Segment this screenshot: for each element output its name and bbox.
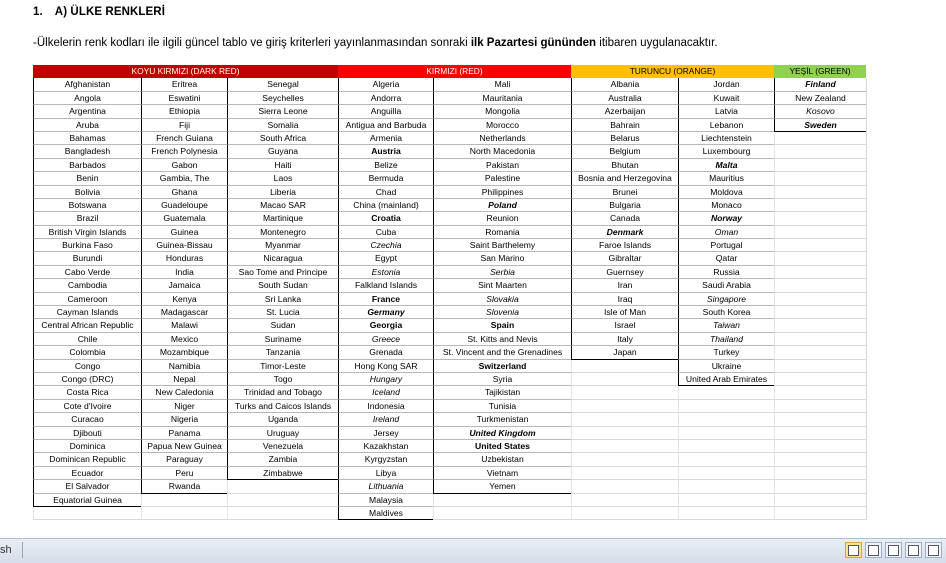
country-cell: Libya — [338, 467, 433, 480]
status-bar — [0, 538, 946, 563]
web-layout-view-icon[interactable] — [885, 542, 902, 558]
country-cell: Ecuador — [33, 467, 141, 480]
country-cell: Fiji — [141, 119, 227, 132]
country-color-table — [33, 65, 867, 520]
country-cell: Rwanda — [141, 480, 227, 493]
country-cell: Taiwan — [678, 319, 774, 332]
country-cell: Ukraine — [678, 360, 774, 373]
country-cell: Kyrgyzstan — [338, 453, 433, 466]
country-cell: Mexico — [141, 333, 227, 346]
country-cell: Cabo Verde — [33, 266, 141, 279]
country-cell: Turkmenistan — [433, 413, 571, 426]
country-cell: Suriname — [227, 333, 338, 346]
country-cell: Vietnam — [433, 467, 571, 480]
empty-cell — [571, 453, 678, 466]
empty-cell — [774, 226, 866, 239]
country-cell: Uganda — [227, 413, 338, 426]
country-cell: Egypt — [338, 252, 433, 265]
country-cell: Ghana — [141, 186, 227, 199]
empty-cell — [678, 467, 774, 480]
country-cell: Qatar — [678, 252, 774, 265]
color-group-0 — [33, 65, 338, 520]
section-heading — [33, 6, 165, 18]
country-cell: Japan — [571, 346, 678, 359]
country-cell: China (mainland) — [338, 199, 433, 212]
empty-cell — [678, 494, 774, 507]
country-cell: Cameroon — [33, 293, 141, 306]
country-cell: Jordan — [678, 78, 774, 91]
empty-cell — [774, 346, 866, 359]
country-cell: St. Lucia — [227, 306, 338, 319]
country-cell: Saint Barthelemy — [433, 239, 571, 252]
color-group-2 — [571, 65, 774, 520]
country-cell: Kuwait — [678, 92, 774, 105]
country-cell: Paraguay — [141, 453, 227, 466]
country-cell: Georgia — [338, 319, 433, 332]
empty-cell — [227, 494, 338, 507]
empty-cell — [774, 319, 866, 332]
empty-cell — [141, 507, 227, 520]
country-cell: Belgium — [571, 145, 678, 158]
country-cell: Congo — [33, 360, 141, 373]
country-cell: Slovenia — [433, 306, 571, 319]
country-cell: Panama — [141, 427, 227, 440]
country-cell: Estonia — [338, 266, 433, 279]
country-cell: United Arab Emirates — [678, 373, 774, 386]
country-cell: Costa Rica — [33, 386, 141, 399]
country-cell: El Salvador — [33, 480, 141, 493]
country-cell: Finland — [774, 78, 866, 91]
country-cell: Portugal — [678, 239, 774, 252]
country-cell: Algeria — [338, 78, 433, 91]
country-column — [774, 78, 867, 520]
empty-cell — [227, 480, 338, 493]
country-cell: Benin — [33, 172, 141, 185]
country-cell: Chad — [338, 186, 433, 199]
country-cell: Montenegro — [227, 226, 338, 239]
country-cell: Faroe Islands — [571, 239, 678, 252]
empty-cell — [774, 467, 866, 480]
country-column — [33, 78, 141, 520]
country-cell: Cayman Islands — [33, 306, 141, 319]
country-cell: Mauritius — [678, 172, 774, 185]
country-cell: Syria — [433, 373, 571, 386]
empty-cell — [774, 507, 866, 520]
country-cell: Peru — [141, 467, 227, 480]
country-cell: United States — [433, 440, 571, 453]
country-cell: Isle of Man — [571, 306, 678, 319]
empty-cell — [774, 252, 866, 265]
country-cell: Germany — [338, 306, 433, 319]
country-cell: Myanmar — [227, 239, 338, 252]
empty-cell — [774, 159, 866, 172]
empty-cell — [774, 373, 866, 386]
empty-cell — [678, 480, 774, 493]
empty-cell — [774, 427, 866, 440]
empty-cell — [571, 360, 678, 373]
country-cell: French Polynesia — [141, 145, 227, 158]
country-cell: Indonesia — [338, 400, 433, 413]
country-cell: Bahamas — [33, 132, 141, 145]
country-cell: France — [338, 293, 433, 306]
country-cell: Israel — [571, 319, 678, 332]
country-cell: Mongolia — [433, 105, 571, 118]
country-cell: Thailand — [678, 333, 774, 346]
empty-cell — [571, 373, 678, 386]
outline-view-icon[interactable] — [905, 542, 922, 558]
country-cell: Poland — [433, 199, 571, 212]
country-cell: Niger — [141, 400, 227, 413]
country-cell: San Marino — [433, 252, 571, 265]
country-cell: Sudan — [227, 319, 338, 332]
country-cell: Bosnia and Herzegovina — [571, 172, 678, 185]
intro-text-before: -Ülkelerin renk kodları ile ilgili güncel tablo ve giriş kriterleri yayınlanmasından sonraki — [33, 37, 471, 49]
draft-view-icon[interactable] — [925, 542, 942, 558]
empty-cell — [774, 453, 866, 466]
country-cell: New Caledonia — [141, 386, 227, 399]
country-cell: Mauritania — [433, 92, 571, 105]
empty-cell — [774, 386, 866, 399]
country-cell: Brunei — [571, 186, 678, 199]
country-cell: Albania — [571, 78, 678, 91]
country-cell: French Guiana — [141, 132, 227, 145]
country-cell: St. Vincent and the Grenadines — [433, 346, 571, 359]
country-cell: Liechtenstein — [678, 132, 774, 145]
country-cell: Hong Kong SAR — [338, 360, 433, 373]
empty-cell — [571, 427, 678, 440]
empty-cell — [774, 413, 866, 426]
country-cell: Bhutan — [571, 159, 678, 172]
country-cell: Croatia — [338, 212, 433, 225]
country-cell: Denmark — [571, 226, 678, 239]
country-cell: Ethiopia — [141, 105, 227, 118]
country-cell: Eritrea — [141, 78, 227, 91]
empty-cell — [571, 467, 678, 480]
country-cell: Guinea — [141, 226, 227, 239]
country-cell: Tunisia — [433, 400, 571, 413]
country-cell: Yemen — [433, 480, 571, 493]
country-cell: Canada — [571, 212, 678, 225]
country-cell: Netherlands — [433, 132, 571, 145]
country-cell: Botswana — [33, 199, 141, 212]
group-header: KOYU KIRMIZI (DARK RED) — [33, 65, 338, 78]
country-cell: Kosovo — [774, 105, 866, 118]
country-cell: Liberia — [227, 186, 338, 199]
country-cell: Madagascar — [141, 306, 227, 319]
country-cell: Iran — [571, 279, 678, 292]
country-cell: Burundi — [33, 252, 141, 265]
country-cell: Sri Lanka — [227, 293, 338, 306]
country-cell: Namibia — [141, 360, 227, 373]
country-cell: South Africa — [227, 132, 338, 145]
country-cell: Cote d'Ivoire — [33, 400, 141, 413]
country-cell: Barbados — [33, 159, 141, 172]
empty-cell — [433, 494, 571, 507]
country-cell: Morocco — [433, 119, 571, 132]
empty-cell — [227, 507, 338, 520]
group-header: KIRMIZI (RED) — [338, 65, 571, 78]
country-cell: Kazakhstan — [338, 440, 433, 453]
empty-cell — [774, 333, 866, 346]
empty-cell — [141, 494, 227, 507]
empty-cell — [433, 507, 571, 520]
country-cell: Saudi Arabia — [678, 279, 774, 292]
country-cell: Greece — [338, 333, 433, 346]
country-cell: Turkey — [678, 346, 774, 359]
country-cell: Uzbekistan — [433, 453, 571, 466]
empty-cell — [33, 507, 141, 520]
color-group-1 — [338, 65, 571, 520]
country-cell: Singapore — [678, 293, 774, 306]
country-cell: Australia — [571, 92, 678, 105]
heading-title: A) ÜLKE RENKLERİ — [54, 6, 166, 18]
country-cell: Bulgaria — [571, 199, 678, 212]
country-cell: North Macedonia — [433, 145, 571, 158]
empty-cell — [774, 132, 866, 145]
empty-cell — [774, 494, 866, 507]
country-cell: Nigeria — [141, 413, 227, 426]
country-cell: Pakistan — [433, 159, 571, 172]
country-cell: Lebanon — [678, 119, 774, 132]
country-cell: Armenia — [338, 132, 433, 145]
country-cell: Russia — [678, 266, 774, 279]
country-cell: New Zealand — [774, 92, 866, 105]
country-cell: Martinique — [227, 212, 338, 225]
country-cell: Papua New Guinea — [141, 440, 227, 453]
intro-text-after: itibaren uygulanacaktır. — [596, 37, 718, 49]
country-cell: Azerbaijan — [571, 105, 678, 118]
empty-cell — [571, 400, 678, 413]
country-cell: Grenada — [338, 346, 433, 359]
empty-cell — [571, 440, 678, 453]
country-cell: Hungary — [338, 373, 433, 386]
country-cell: Lithuania — [338, 480, 433, 493]
country-cell: Reunion — [433, 212, 571, 225]
language-indicator[interactable]: sh — [0, 544, 12, 556]
heading-number: 1. — [33, 6, 43, 18]
country-cell: Bermuda — [338, 172, 433, 185]
country-cell: Belarus — [571, 132, 678, 145]
country-cell: Djibouti — [33, 427, 141, 440]
country-cell: Sao Tome and Principe — [227, 266, 338, 279]
country-cell: Zambia — [227, 453, 338, 466]
country-cell: Austria — [338, 145, 433, 158]
country-cell: Burkina Faso — [33, 239, 141, 252]
country-cell: Dominican Republic — [33, 453, 141, 466]
country-cell: Afghanistan — [33, 78, 141, 91]
country-cell: Ireland — [338, 413, 433, 426]
empty-cell — [774, 293, 866, 306]
empty-cell — [774, 266, 866, 279]
country-cell: Central African Republic — [33, 319, 141, 332]
country-cell: Antigua and Barbuda — [338, 119, 433, 132]
empty-cell — [774, 212, 866, 225]
country-cell: Uruguay — [227, 427, 338, 440]
empty-cell — [678, 386, 774, 399]
country-column — [433, 78, 571, 520]
country-cell: Serbia — [433, 266, 571, 279]
empty-cell — [678, 427, 774, 440]
country-cell: Honduras — [141, 252, 227, 265]
country-cell: Falkland Islands — [338, 279, 433, 292]
empty-cell — [678, 440, 774, 453]
country-cell: Gibraltar — [571, 252, 678, 265]
country-cell: Guinea-Bissau — [141, 239, 227, 252]
country-cell: Curacao — [33, 413, 141, 426]
country-cell: Malawi — [141, 319, 227, 332]
country-cell: India — [141, 266, 227, 279]
country-cell: Colombia — [33, 346, 141, 359]
print-layout-view-icon[interactable] — [845, 542, 862, 558]
country-cell: Mozambique — [141, 346, 227, 359]
full-screen-reading-view-icon[interactable] — [865, 542, 882, 558]
country-cell: Jersey — [338, 427, 433, 440]
country-cell: Venezuela — [227, 440, 338, 453]
country-cell: Nicaragua — [227, 252, 338, 265]
group-header: TURUNCU (ORANGE) — [571, 65, 774, 78]
country-cell: Monaco — [678, 199, 774, 212]
country-cell: Gabon — [141, 159, 227, 172]
country-cell: Bolivia — [33, 186, 141, 199]
country-cell: Sint Maarten — [433, 279, 571, 292]
country-cell: Senegal — [227, 78, 338, 91]
country-cell: Turks and Caicos Islands — [227, 400, 338, 413]
country-cell: Eswatini — [141, 92, 227, 105]
country-cell: Switzerland — [433, 360, 571, 373]
country-cell: Romania — [433, 226, 571, 239]
country-cell: Seychelles — [227, 92, 338, 105]
country-cell: Guernsey — [571, 266, 678, 279]
country-cell: Malta — [678, 159, 774, 172]
empty-cell — [571, 413, 678, 426]
empty-cell — [774, 172, 866, 185]
country-cell: Angola — [33, 92, 141, 105]
empty-cell — [774, 440, 866, 453]
country-cell: Guyana — [227, 145, 338, 158]
country-cell: Tajikistan — [433, 386, 571, 399]
country-cell: Trinidad and Tobago — [227, 386, 338, 399]
country-cell: Dominica — [33, 440, 141, 453]
country-column — [678, 78, 774, 520]
country-cell: Equatorial Guinea — [33, 494, 141, 507]
empty-cell — [571, 494, 678, 507]
country-cell: Iceland — [338, 386, 433, 399]
country-cell: Aruba — [33, 119, 141, 132]
country-column — [227, 78, 338, 520]
country-cell: Cuba — [338, 226, 433, 239]
country-cell: Czechia — [338, 239, 433, 252]
country-cell: Kenya — [141, 293, 227, 306]
country-cell: Macao SAR — [227, 199, 338, 212]
status-divider — [22, 542, 23, 558]
country-cell: Belize — [338, 159, 433, 172]
country-cell: Sweden — [774, 119, 866, 132]
country-cell: Zimbabwe — [227, 467, 338, 480]
empty-cell — [678, 400, 774, 413]
country-cell: British Virgin Islands — [33, 226, 141, 239]
country-cell: Maldives — [338, 507, 433, 520]
country-cell: Sierra Leone — [227, 105, 338, 118]
country-cell: St. Kitts and Nevis — [433, 333, 571, 346]
empty-cell — [571, 480, 678, 493]
empty-cell — [571, 386, 678, 399]
country-cell: Brazil — [33, 212, 141, 225]
empty-cell — [571, 507, 678, 520]
empty-cell — [774, 480, 866, 493]
country-cell: Iraq — [571, 293, 678, 306]
country-cell: Norway — [678, 212, 774, 225]
empty-cell — [774, 360, 866, 373]
country-cell: Malaysia — [338, 494, 433, 507]
empty-cell — [774, 145, 866, 158]
country-cell: Anguilla — [338, 105, 433, 118]
empty-cell — [774, 199, 866, 212]
country-cell: Somalia — [227, 119, 338, 132]
empty-cell — [774, 279, 866, 292]
country-cell: South Sudan — [227, 279, 338, 292]
country-cell: Nepal — [141, 373, 227, 386]
country-column — [571, 78, 678, 520]
view-buttons — [845, 542, 942, 558]
country-cell: Spain — [433, 319, 571, 332]
empty-cell — [774, 239, 866, 252]
country-cell: Congo (DRC) — [33, 373, 141, 386]
group-header: YEŞİL (GREEN) — [774, 65, 866, 78]
country-cell: Philippines — [433, 186, 571, 199]
country-cell: Timor-Leste — [227, 360, 338, 373]
empty-cell — [678, 507, 774, 520]
country-cell: Laos — [227, 172, 338, 185]
country-cell: Jamaica — [141, 279, 227, 292]
country-cell: Gambia, The — [141, 172, 227, 185]
country-cell: Haiti — [227, 159, 338, 172]
country-cell: Luxembourg — [678, 145, 774, 158]
country-cell: South Korea — [678, 306, 774, 319]
country-column — [338, 78, 433, 520]
country-cell: Chile — [33, 333, 141, 346]
intro-paragraph — [33, 37, 718, 49]
empty-cell — [774, 400, 866, 413]
country-column — [141, 78, 227, 520]
intro-text-bold: ilk Pazartesi gününden — [470, 37, 597, 49]
country-cell: Italy — [571, 333, 678, 346]
country-cell: Tanzania — [227, 346, 338, 359]
color-group-3 — [774, 65, 867, 520]
country-cell: Cambodia — [33, 279, 141, 292]
country-cell: Bahrain — [571, 119, 678, 132]
country-cell: Mali — [433, 78, 571, 91]
country-cell: United Kingdom — [433, 427, 571, 440]
country-cell: Palestine — [433, 172, 571, 185]
country-cell: Latvia — [678, 105, 774, 118]
country-cell: Guadeloupe — [141, 199, 227, 212]
country-cell: Guatemala — [141, 212, 227, 225]
country-cell: Slovakia — [433, 293, 571, 306]
empty-cell — [678, 413, 774, 426]
country-cell: Oman — [678, 226, 774, 239]
empty-cell — [774, 306, 866, 319]
country-cell: Andorra — [338, 92, 433, 105]
country-cell: Togo — [227, 373, 338, 386]
country-cell: Bangladesh — [33, 145, 141, 158]
country-cell: Argentina — [33, 105, 141, 118]
country-cell: Moldova — [678, 186, 774, 199]
empty-cell — [774, 186, 866, 199]
empty-cell — [678, 453, 774, 466]
